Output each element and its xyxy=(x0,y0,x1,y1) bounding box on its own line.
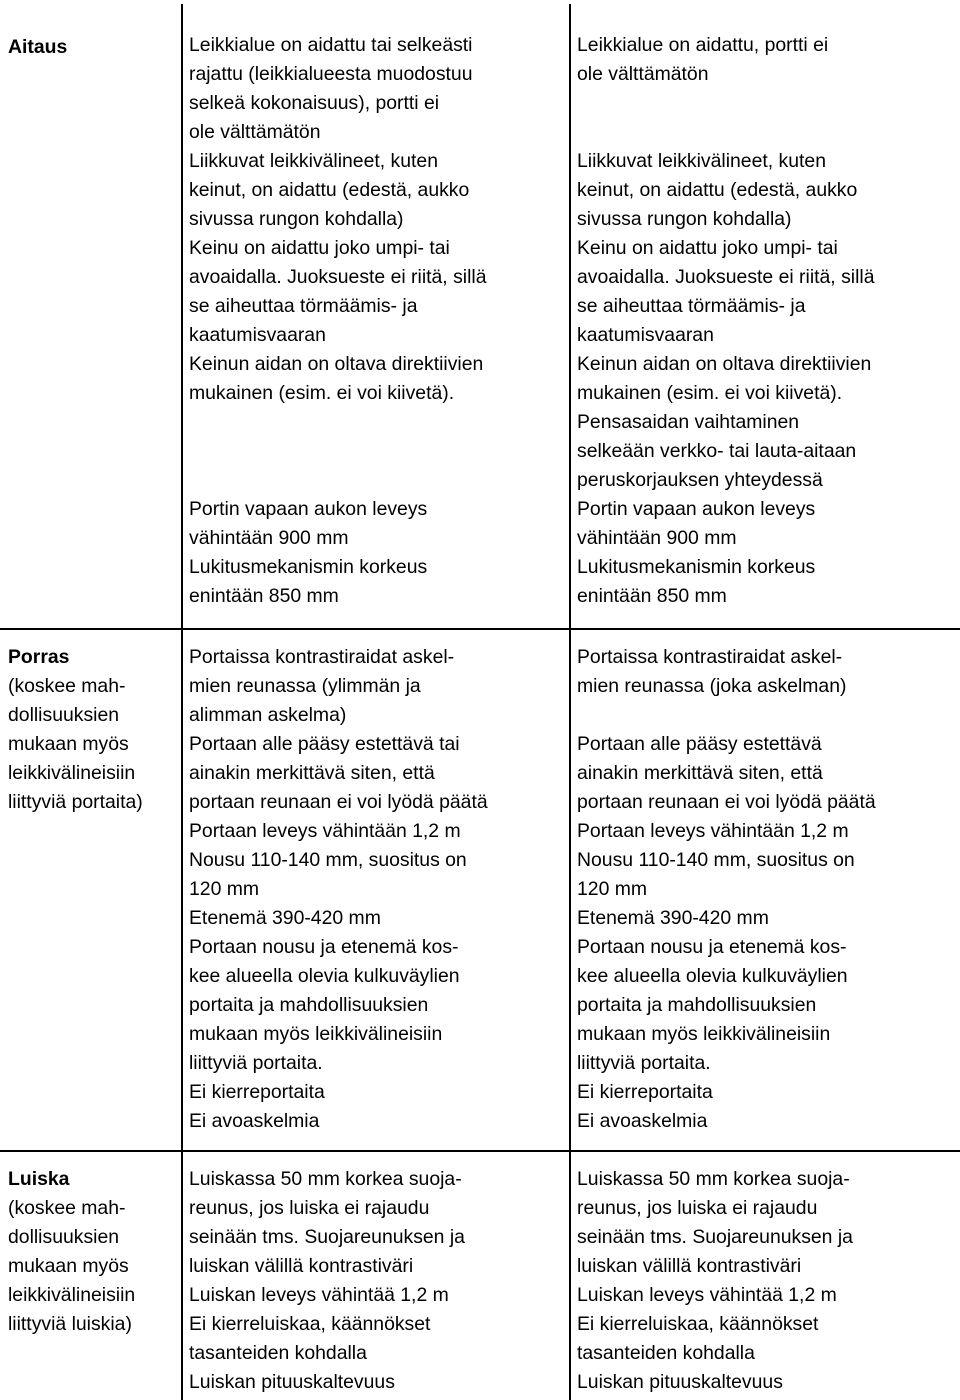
text-line: Liikkuvat leikkivälineet, kuten xyxy=(577,150,826,172)
text-line: kaatumisvaaran xyxy=(189,324,326,346)
text-line: Portaan nousu ja etenemä kos- xyxy=(577,936,847,958)
row-porras-label xyxy=(8,643,143,817)
text-line: sivussa rungon kohdalla) xyxy=(189,208,404,230)
text-line: kaatumisvaaran xyxy=(577,324,714,346)
text-line: tasanteiden kohdalla xyxy=(189,1342,367,1364)
row-heading: Luiska xyxy=(8,1168,70,1190)
text-line: Ei avoaskelmia xyxy=(577,1110,708,1132)
text-line: Etenemä 390-420 mm xyxy=(577,907,769,929)
text-line: mukaan myös xyxy=(8,1255,129,1277)
row-porras-col2 xyxy=(577,643,876,1136)
text-line: Ei kierreportaita xyxy=(577,1081,713,1103)
text-line: reunus, jos luiska ei rajaudu xyxy=(577,1197,818,1219)
row-divider-1 xyxy=(0,628,960,630)
column-divider-1 xyxy=(181,4,183,1400)
row-aitaus-col1 xyxy=(189,31,486,611)
text-line: Portin vapaan aukon leveys xyxy=(577,498,816,520)
row-luiska-col2 xyxy=(577,1165,853,1397)
text-line: dollisuuksien xyxy=(8,704,120,726)
text-line xyxy=(577,701,876,730)
text-line: liittyviä portaita. xyxy=(189,1052,323,1074)
text-line: Leikkialue on aidattu, portti ei xyxy=(577,34,829,56)
text-line: ainakin merkittävä siten, että xyxy=(577,762,823,784)
text-line: Lukitusmekanismin korkeus xyxy=(577,556,816,578)
text-line: selkeä kokonaisuus), portti ei xyxy=(189,92,440,114)
text-line: Keinu on aidattu joko umpi- tai xyxy=(189,237,450,259)
text-line: keinut, on aidattu (edestä, aukko xyxy=(577,179,858,201)
text-line: 120 mm xyxy=(189,878,260,900)
text-line: tasanteiden kohdalla xyxy=(577,1342,755,1364)
text-line: Ei kierreluiskaa, käännökset xyxy=(577,1313,819,1335)
text-line: Liikkuvat leikkivälineet, kuten xyxy=(189,150,438,172)
text-line xyxy=(577,118,874,147)
text-line: vähintään 900 mm xyxy=(189,527,349,549)
text-line: peruskorjauksen yhteydessä xyxy=(577,469,823,491)
text-line: Pensasaidan vaihtaminen xyxy=(577,411,800,433)
text-line: Luiskan pituuskaltevuus xyxy=(577,1371,783,1393)
text-line: se aiheuttaa törmäämis- ja xyxy=(577,295,806,317)
text-line: (koskee mah- xyxy=(8,675,126,697)
text-line: se aiheuttaa törmäämis- ja xyxy=(189,295,418,317)
text-line: Keinu on aidattu joko umpi- tai xyxy=(577,237,838,259)
text-line: alimman askelma) xyxy=(189,704,347,726)
row-porras-col1 xyxy=(189,643,488,1136)
text-line: Luiskan leveys vähintää 1,2 m xyxy=(577,1284,837,1306)
text-line: keinut, on aidattu (edestä, aukko xyxy=(189,179,470,201)
text-line: Ei kierreluiskaa, käännökset xyxy=(189,1313,431,1335)
text-line: (koskee mah- xyxy=(8,1197,126,1219)
text-line: dollisuuksien xyxy=(8,1226,120,1248)
column-divider-2 xyxy=(569,4,571,1400)
text-line: mukaan myös leikkivälineisiin xyxy=(577,1023,831,1045)
text-line: liittyviä portaita. xyxy=(577,1052,711,1074)
text-line: reunus, jos luiska ei rajaudu xyxy=(189,1197,430,1219)
text-line: selkeään verkko- tai lauta-aitaan xyxy=(577,440,857,462)
row-luiska-label xyxy=(8,1165,135,1339)
text-line: ole välttämätön xyxy=(189,121,321,143)
text-line: Keinun aidan on oltava direktiivien xyxy=(189,353,484,375)
text-line: Nousu 110-140 mm, suositus on xyxy=(189,849,467,871)
text-line: Ei avoaskelmia xyxy=(189,1110,320,1132)
text-line xyxy=(577,89,874,118)
text-line: leikkivälineisiin xyxy=(8,762,136,784)
text-line: mukaan myös leikkivälineisiin xyxy=(189,1023,443,1045)
text-line: liittyviä luiskia) xyxy=(8,1313,132,1335)
text-line: Lukitusmekanismin korkeus xyxy=(189,556,428,578)
text-line: 120 mm xyxy=(577,878,648,900)
text-line: mien reunassa (ylimmän ja xyxy=(189,675,421,697)
text-line: Portaan alle pääsy estettävä xyxy=(577,733,822,755)
text-line: luiskan välillä kontrastiväri xyxy=(189,1255,414,1277)
text-line xyxy=(189,437,486,466)
text-line: Luiskan leveys vähintää 1,2 m xyxy=(189,1284,449,1306)
text-line: ainakin merkittävä siten, että xyxy=(189,762,435,784)
row-aitaus-label xyxy=(8,33,67,62)
text-line: Portaan leveys vähintään 1,2 m xyxy=(189,820,461,842)
text-line: portaita ja mahdollisuuksien xyxy=(577,994,817,1016)
text-line: ole välttämätön xyxy=(577,63,709,85)
text-line: Etenemä 390-420 mm xyxy=(189,907,381,929)
row-heading: Aitaus xyxy=(8,36,68,58)
text-line: portaan reunaan ei voi lyödä päätä xyxy=(189,791,488,813)
row-heading: Porras xyxy=(8,646,70,668)
text-line: Luiskassa 50 mm korkea suoja- xyxy=(577,1168,850,1190)
text-line: enintään 850 mm xyxy=(577,585,727,607)
text-line: Ei kierreportaita xyxy=(189,1081,325,1103)
text-line: Luiskan pituuskaltevuus xyxy=(189,1371,395,1393)
text-line: mukainen (esim. ei voi kiivetä). xyxy=(577,382,843,404)
text-line: avoaidalla. Juoksueste ei riitä, sillä xyxy=(189,266,487,288)
text-line: Portaissa kontrastiraidat askel- xyxy=(577,646,843,668)
text-line: mukaan myös xyxy=(8,733,129,755)
text-line: Luiskassa 50 mm korkea suoja- xyxy=(189,1168,462,1190)
row-aitaus-col2 xyxy=(577,31,874,611)
text-line: Portin vapaan aukon leveys xyxy=(189,498,428,520)
text-line: Leikkialue on aidattu tai selkeästi xyxy=(189,34,473,56)
text-line: liittyviä portaita) xyxy=(8,791,143,813)
text-line: enintään 850 mm xyxy=(189,585,339,607)
text-line: sivussa rungon kohdalla) xyxy=(577,208,792,230)
text-line: portaita ja mahdollisuuksien xyxy=(189,994,429,1016)
text-line: Nousu 110-140 mm, suositus on xyxy=(577,849,855,871)
text-line: Portaan alle pääsy estettävä tai xyxy=(189,733,460,755)
text-line: seinään tms. Suojareunuksen ja xyxy=(189,1226,465,1248)
text-line: portaan reunaan ei voi lyödä päätä xyxy=(577,791,876,813)
text-line: avoaidalla. Juoksueste ei riitä, sillä xyxy=(577,266,875,288)
text-line xyxy=(189,466,486,495)
row-divider-2 xyxy=(0,1150,960,1152)
text-line: kee alueella olevia kulkuväylien xyxy=(189,965,460,987)
text-line: Portaan nousu ja etenemä kos- xyxy=(189,936,459,958)
text-line: kee alueella olevia kulkuväylien xyxy=(577,965,848,987)
text-line: rajattu (leikkialueesta muodostuu xyxy=(189,63,473,85)
text-line: Portaissa kontrastiraidat askel- xyxy=(189,646,455,668)
text-line: leikkivälineisiin xyxy=(8,1284,136,1306)
row-luiska-col1 xyxy=(189,1165,465,1397)
text-line: mien reunassa (joka askelman) xyxy=(577,675,847,697)
text-line: Portaan leveys vähintään 1,2 m xyxy=(577,820,849,842)
text-line: seinään tms. Suojareunuksen ja xyxy=(577,1226,853,1248)
text-line: Keinun aidan on oltava direktiivien xyxy=(577,353,872,375)
text-line: luiskan välillä kontrastiväri xyxy=(577,1255,802,1277)
text-line: mukainen (esim. ei voi kiivetä). xyxy=(189,382,455,404)
text-line: vähintään 900 mm xyxy=(577,527,737,549)
text-line xyxy=(189,408,486,437)
